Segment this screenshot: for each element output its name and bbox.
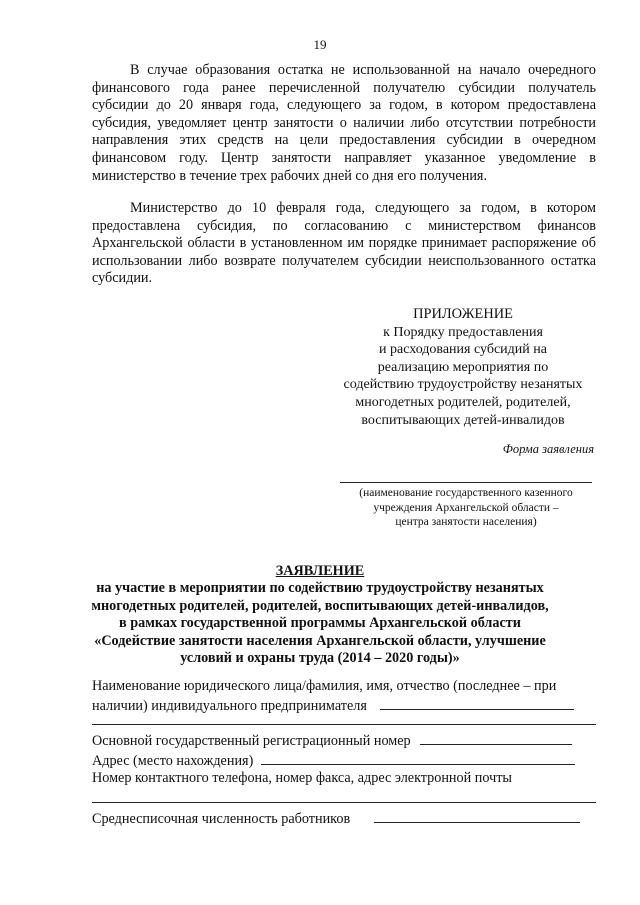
form-fields	[92, 678, 596, 828]
contacts-label: Номер контактного телефона, номер факса, адрес электронной почты	[92, 770, 512, 786]
legal-name-label-cont: наличии) индивидуального предпринимателя	[92, 697, 367, 714]
paragraph-ministry-decision	[92, 200, 596, 288]
ogrn-row	[92, 731, 596, 751]
org-caption	[332, 486, 600, 530]
address-label: Адрес (место нахождения)	[92, 752, 254, 769]
statement-line: «Содействие занятости населения Архангельской области, улучшение	[94, 632, 546, 649]
legal-name-extra-line[interactable]	[92, 724, 596, 725]
statement-line: на участие в мероприятии по содействию трудоустройству незанятых	[96, 580, 544, 597]
statement-heading: ЗАЯВЛЕНИЕ	[275, 563, 365, 579]
ogrn-blank[interactable]	[420, 731, 572, 745]
legal-name-label: Наименование юридического лица/фамилия, имя, отчество (последнее – при	[92, 678, 557, 694]
statement-line: условий и охраны труда (2014 – 2020 годы)»	[180, 650, 460, 667]
appendix-line: реализацию мероприятия по	[377, 359, 549, 375]
statement-line: многодетных родителей, родителей, воспитывающих детей-инвалидов,	[91, 597, 549, 614]
contacts-blank[interactable]	[92, 802, 596, 803]
org-name-fill-line	[340, 482, 592, 483]
org-caption-line: учреждения Архангельской области –	[373, 501, 559, 514]
org-caption-line: центра занятости населения)	[395, 516, 537, 528]
paragraph-text: В случае образования остатка не использованной на начало очередного финансового года ранее перечисленной получателю субсидии получатель субсидии до 20 января года, следующего за годом, в котором предоставлена субсидия, уведомляет центр занятости о наличии либо отсутствии потребности направления этих средств на цели предоставления субсидии в очередном финансовом году. Центр занятости направляет указанное уведомление в министерство в течение трех рабочих дней со дня его получения.	[92, 62, 596, 184]
headcount-blank[interactable]	[374, 809, 580, 823]
headcount-label: Среднесписочная численность работников	[92, 810, 351, 827]
form-label: Форма заявления	[502, 442, 594, 456]
page-number: 19	[313, 37, 327, 52]
legal-name-blank[interactable]	[380, 696, 574, 710]
paragraph-text: Министерство до 10 февраля года, следующего за годом, в котором предоставлена субсидия, по согласованию с министерством финансов Архангельской области в установленном им порядке принимает распоряжение об использовании либо возврате получателем субсидии неиспользованного остатка субсидии.	[92, 200, 596, 287]
appendix-block	[318, 306, 608, 429]
paragraph-remainder-notice	[92, 62, 596, 185]
address-blank[interactable]	[261, 751, 575, 765]
appendix-line: к Порядку предоставления	[383, 324, 543, 340]
headcount-row	[92, 809, 596, 829]
appendix-line: и расходования субсидий на	[379, 342, 547, 358]
org-caption-line: (наименование государственного казенного	[359, 487, 573, 499]
ogrn-label: Основной государственный регистрационный номер	[92, 733, 411, 749]
legal-name-row	[92, 696, 596, 716]
address-row	[92, 751, 596, 771]
appendix-line: многодетных родителей, родителей,	[355, 394, 571, 410]
statement-title-block	[60, 563, 580, 667]
statement-line: в рамках государственной программы Архангельской области	[119, 615, 521, 632]
appendix-line: воспитывающих детей-инвалидов	[361, 412, 565, 428]
appendix-line: содействию трудоустройству незанятых	[343, 377, 583, 393]
appendix-title: ПРИЛОЖЕНИЕ	[413, 306, 513, 322]
